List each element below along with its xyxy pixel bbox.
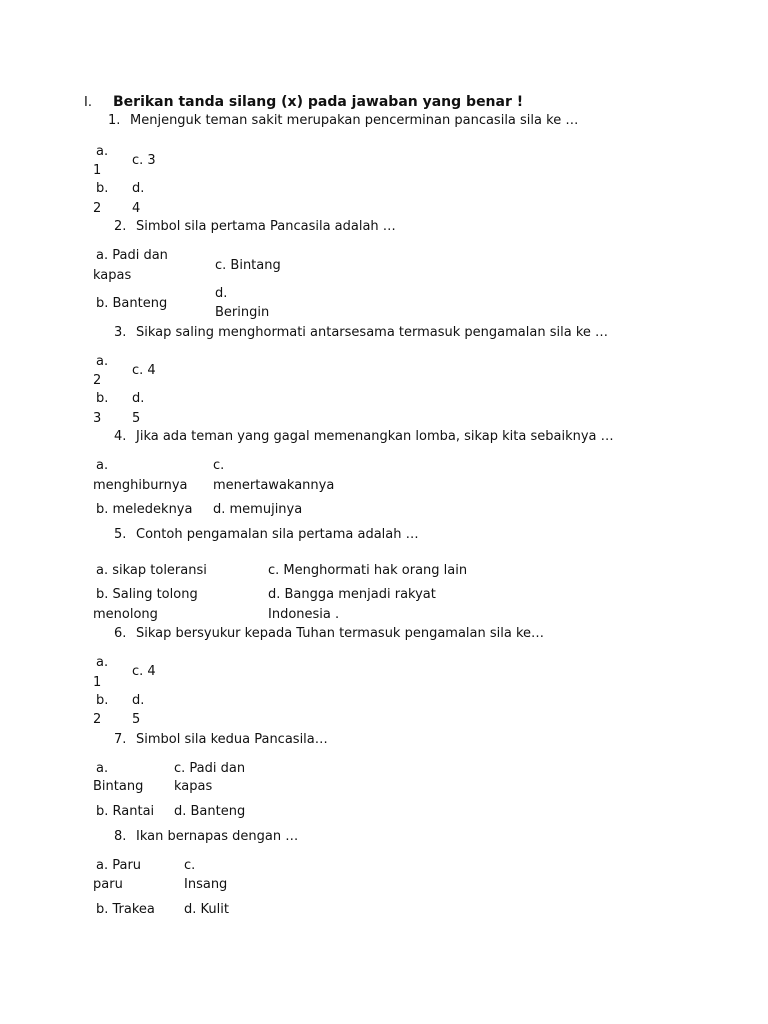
q6-option-d-mark: d. xyxy=(132,693,145,708)
q7-option-d: d. Banteng xyxy=(174,804,246,819)
question-7 xyxy=(114,731,328,749)
q8-option-b: b. Trakea xyxy=(96,902,155,917)
q1-option-c: c. 3 xyxy=(132,153,156,168)
q4-option-a-mark: a. xyxy=(96,458,109,473)
q5-option-c: c. Menghormati hak orang lain xyxy=(268,563,468,578)
q7-option-a-value: Bintang xyxy=(93,779,144,794)
question-text: Menjenguk teman sakit merupakan pencerminan pancasila sila ke … xyxy=(130,113,579,128)
q3-option-d-mark: d. xyxy=(132,391,145,406)
q7-option-a-mark: a. xyxy=(96,761,109,776)
q3-option-d-value: 5 xyxy=(132,411,141,426)
q4-option-c-mark: c. xyxy=(213,458,225,473)
q7-option-c-line2: kapas xyxy=(174,779,213,794)
q8-option-c-value: Insang xyxy=(184,877,228,892)
question-text: Sikap bersyukur kepada Tuhan termasuk pengamalan sila ke… xyxy=(136,626,545,641)
q1-option-a-mark: a. xyxy=(96,144,109,159)
q3-option-c: c. 4 xyxy=(132,363,156,378)
section-title: Berikan tanda silang (x) pada jawaban yang benar ! xyxy=(113,94,524,110)
q6-option-b-value: 2 xyxy=(93,712,102,727)
q3-option-a-value: 2 xyxy=(93,373,102,388)
q3-option-a-mark: a. xyxy=(96,354,109,369)
question-number: 3. xyxy=(114,325,127,340)
section-number: I. xyxy=(84,95,92,110)
q5-option-b-line1: b. Saling tolong xyxy=(96,587,198,602)
q5-option-a: a. sikap toleransi xyxy=(96,563,207,578)
question-number: 6. xyxy=(114,626,127,641)
q7-option-c-line1: c. Padi dan xyxy=(174,761,246,776)
q4-option-a-value: menghiburnya xyxy=(93,478,188,493)
question-6 xyxy=(114,625,544,643)
q4-option-d: d. memujinya xyxy=(213,502,303,517)
q2-option-c: c. Bintang xyxy=(215,258,281,273)
q6-option-b-mark: b. xyxy=(96,693,109,708)
question-4 xyxy=(114,428,614,446)
question-text: Simbol sila kedua Pancasila… xyxy=(136,732,328,747)
q6-option-d-value: 5 xyxy=(132,712,141,727)
q6-option-a-mark: a. xyxy=(96,655,109,670)
q7-option-b: b. Rantai xyxy=(96,804,155,819)
q8-option-d: d. Kulit xyxy=(184,902,229,917)
q4-option-c-value: menertawakannya xyxy=(213,478,335,493)
q2-option-a-line1: a. Padi dan xyxy=(96,248,168,263)
q1-option-a-value: 1 xyxy=(93,163,102,178)
q2-option-d-value: Beringin xyxy=(215,305,270,320)
q8-option-a-line1: a. Paru xyxy=(96,858,142,873)
q5-option-b-line2: menolong xyxy=(93,607,158,622)
q1-option-d-mark: d. xyxy=(132,181,145,196)
question-number: 8. xyxy=(114,829,127,844)
q3-option-b-mark: b. xyxy=(96,391,109,406)
question-8 xyxy=(114,828,298,846)
question-1 xyxy=(108,112,578,130)
q2-option-d-mark: d. xyxy=(215,286,228,301)
question-number: 1. xyxy=(108,113,121,128)
question-3 xyxy=(114,324,608,342)
q8-option-c-mark: c. xyxy=(184,858,196,873)
q6-option-a-value: 1 xyxy=(93,675,102,690)
question-text: Ikan bernapas dengan … xyxy=(136,829,299,844)
question-number: 5. xyxy=(114,527,127,542)
question-number: 7. xyxy=(114,732,127,747)
question-2 xyxy=(114,218,396,236)
q1-option-b-value: 2 xyxy=(93,201,102,216)
question-text: Sikap saling menghormati antarsesama termasuk pengamalan sila ke … xyxy=(136,325,609,340)
question-text: Jika ada teman yang gagal memenangkan lomba, sikap kita sebaiknya … xyxy=(136,429,614,444)
q1-option-d-value: 4 xyxy=(132,201,141,216)
q5-option-d-line2: Indonesia . xyxy=(268,607,340,622)
question-number: 2. xyxy=(114,219,127,234)
q2-option-b: b. Banteng xyxy=(96,296,168,311)
question-text: Simbol sila pertama Pancasila adalah … xyxy=(136,219,396,234)
q1-option-b-mark: b. xyxy=(96,181,109,196)
q3-option-b-value: 3 xyxy=(93,411,102,426)
q6-option-c: c. 4 xyxy=(132,664,156,679)
q8-option-a-line2: paru xyxy=(93,877,123,892)
question-5 xyxy=(114,526,419,544)
q2-option-a-line2: kapas xyxy=(93,268,132,283)
q4-option-b: b. meledeknya xyxy=(96,502,193,517)
q5-option-d-line1: d. Bangga menjadi rakyat xyxy=(268,587,436,602)
question-number: 4. xyxy=(114,429,127,444)
question-text: Contoh pengamalan sila pertama adalah … xyxy=(136,527,419,542)
